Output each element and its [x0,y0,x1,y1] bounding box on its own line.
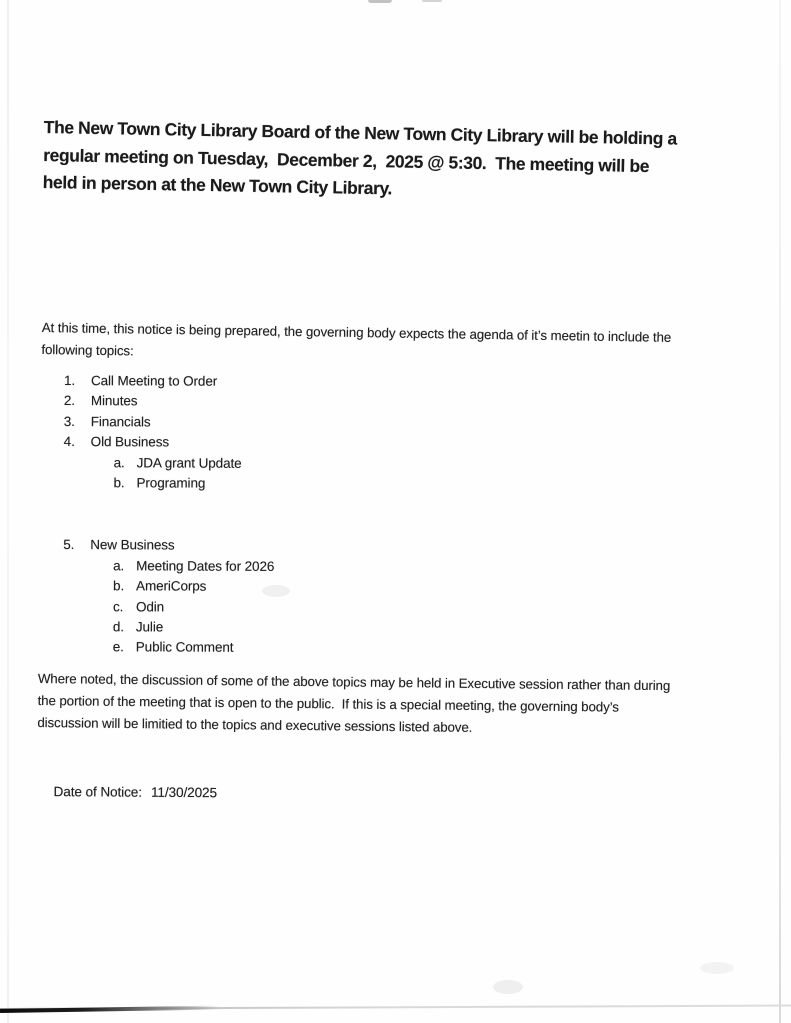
agenda-subitem-jda-grant-update [114,453,564,475]
agenda-item-label: Call Meeting to Order [90,373,218,389]
agenda-subitem-label: Julie [135,619,164,635]
list-marker: 2. [63,393,75,409]
header-line: The New Town City Library Board of the New Town City Library will be holding a [43,116,678,149]
scan-smudge-top-right [422,0,442,2]
scan-bottom-edge-line-dark [0,1006,220,1013]
agenda-item-old-business [64,432,564,455]
agenda-subitem-label: Odin [135,598,165,614]
list-marker: a. [113,557,125,573]
scan-smudge-top-left [368,0,392,3]
list-marker: b. [113,475,125,491]
header-line: regular meeting on Tuesday, December 2, 2025 @ 5:30. The meeting will be [43,144,650,176]
list-marker: b. [113,578,125,594]
notice-closing [37,668,783,742]
agenda-list [63,371,564,660]
scan-bottom-edge-line [0,1005,791,1010]
closing-line: the portion of the meeting that is open to the public. If this is a special meeting, the governing body’s [37,692,619,715]
agenda-item-call-meeting-to-order [64,371,564,394]
list-marker: 3. [63,413,75,429]
list-marker: 5. [63,537,75,553]
date-of-notice-value: 11/30/2025 [150,784,218,801]
list-marker: d. [112,619,124,635]
agenda-subitem-julie [113,617,563,639]
list-marker: e. [112,639,124,655]
list-marker: a. [113,454,125,470]
agenda-subitem-public-comment [113,638,563,660]
closing-line: Where noted, the discussion of some of the above topics may be held in Executive session rather than during [37,670,671,694]
agenda-subitem-americorps [113,576,563,598]
scan-left-edge-line [7,0,9,1023]
intro-line: At this time, this notice is being prepared, the governing body expects the agenda of it’s meetin to include the [41,319,672,345]
agenda-subitem-label: JDA grant Update [136,454,242,471]
header-line: held in person at the New Town City Library. [42,171,393,199]
list-marker: 1. [63,372,76,389]
agenda-subitem-label: Programing [136,475,206,491]
agenda-item-new-business [63,535,563,558]
agenda-subitem-meeting-dates-2026 [113,556,563,578]
agenda-subitem-programing [113,473,563,495]
list-marker: c. [112,598,124,614]
agenda-item-label: Minutes [90,393,138,409]
agenda-item-label: Financials [90,413,151,430]
scan-right-edge-line [779,0,781,1023]
scan-smudge [700,962,734,974]
agenda-item-minutes [64,391,564,414]
intro-line: following topics: [41,341,134,358]
agenda-item-label: New Business [90,537,175,553]
agenda-subitem-label: Meeting Dates for 2026 [136,558,275,574]
date-of-notice [39,769,217,815]
list-marker: 4. [63,434,75,450]
agenda-item-financials [64,412,564,435]
date-of-notice-label: Date of Notice: [53,784,143,800]
closing-line: discussion will be limitied to the topics and executive sessions listed above. [37,714,473,735]
agenda-item-label: Old Business [90,434,170,450]
agenda-subitem-label: Public Comment [135,639,234,656]
scan-smudge [493,980,523,994]
agenda-subitem-label: AmeriCorps [136,578,207,594]
notice-header [42,114,758,210]
notice-intro [41,317,782,372]
agenda-subitem-odin [113,597,563,619]
